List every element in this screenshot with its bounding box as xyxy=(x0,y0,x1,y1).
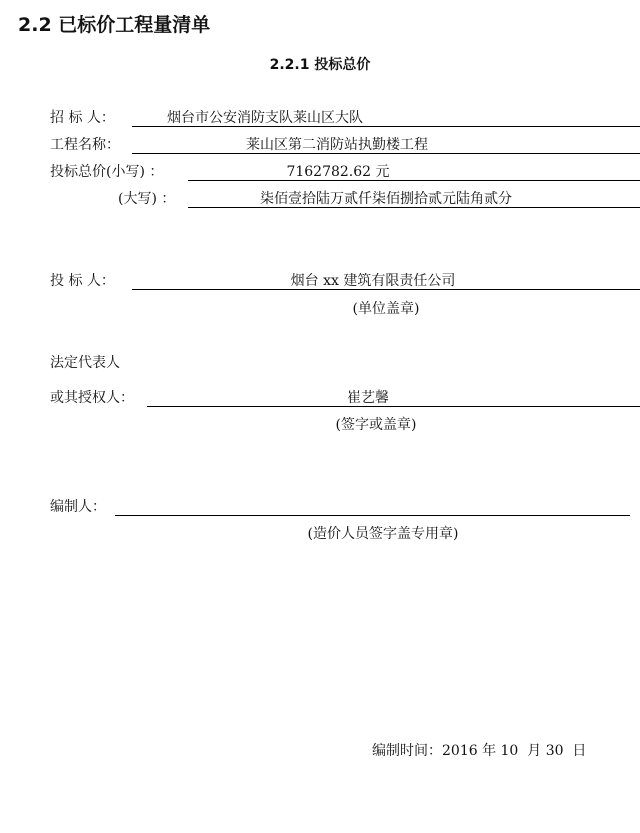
bidder-seal-note: (单位盖章) xyxy=(352,301,420,317)
authorized-label: 或其授权人： xyxy=(50,390,134,406)
total-small-value: 7162782.62 元 xyxy=(286,164,390,180)
total-small-label: 投标总价(小写) ： xyxy=(50,164,164,180)
bidder-value: 烟台 xx 建筑有限责任公司 xyxy=(290,273,456,289)
authorized-value: 崔艺馨 xyxy=(347,390,389,406)
preparation-date: 编制时间：2016 年 10 月 30 日 xyxy=(372,743,587,759)
bidder-label: 投 标 人： xyxy=(50,273,115,289)
total-big-value: 柒佰壹拾陆万贰仟柒佰捌拾贰元陆角贰分 xyxy=(260,191,512,207)
total-big-label: (大写) ： xyxy=(118,191,176,207)
section-title: 2.2 已标价工程量清单 xyxy=(18,14,211,36)
tenderer-label: 招 标 人： xyxy=(50,110,115,126)
preparer-underline xyxy=(115,495,630,516)
authorized-sign-note: (签字或盖章) xyxy=(335,417,417,433)
project-label: 工程名称： xyxy=(50,137,120,153)
preparer-label: 编制人： xyxy=(50,499,106,515)
preparer-seal-note: (造价人员签字盖专用章) xyxy=(307,526,459,542)
subsection-title: 2.2.1 投标总价 xyxy=(269,57,371,73)
project-value: 莱山区第二消防站执勤楼工程 xyxy=(246,137,428,153)
tenderer-value: 烟台市公安消防支队莱山区大队 xyxy=(167,110,363,126)
legal-rep-label: 法定代表人 xyxy=(50,355,120,371)
